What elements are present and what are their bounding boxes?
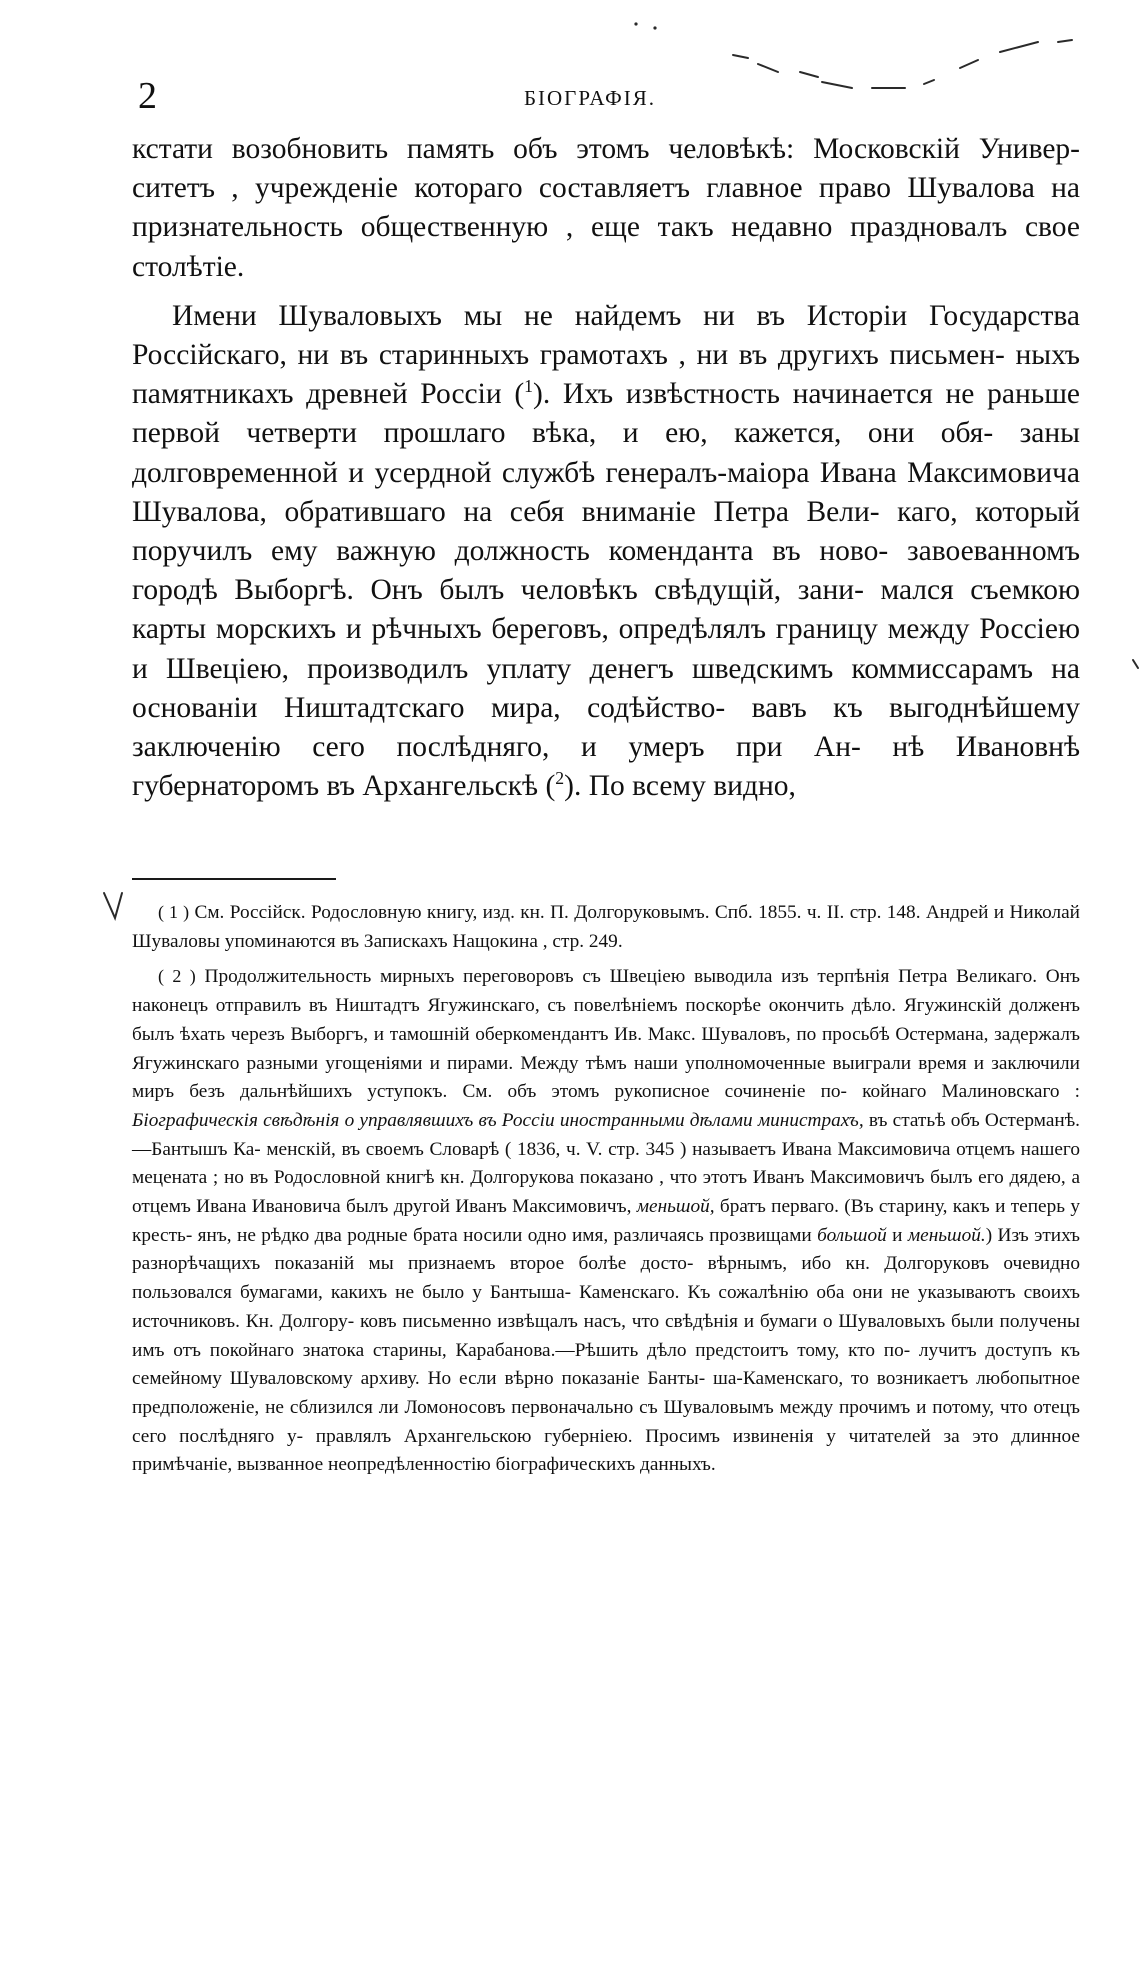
footnote [132,898,1080,956]
page-number: 2 [138,75,157,117]
footnote-text: и [892,1224,903,1246]
footnote-text: въ статьѣ объ Остерманѣ.—Бантышъ Ка- менскій, въ своемъ Словарѣ ( 1836, ч. V. стр. 345 ) называетъ Ивана Максимовича отцемъ нашего мецената ; но въ Родословной книгѣ кн. Долгорукова показано , что этотъ Иванъ Максимовичъ былъ его дядею, а отцемъ Ивана Ивановича былъ другой Иванъ Максимовичъ, [132,1109,1080,1218]
footnote-italic-word: меньшой, [636,1196,715,1218]
paragraph [132,297,1080,807]
pencil-dash-mark [822,82,852,88]
footnote-italic-title: Біографическія свѣдѣнія о управлявшихъ въ Россіи иностранными дѣлами министрахъ, [132,1109,864,1131]
pencil-dash-mark [758,64,778,72]
pencil-check-mark [104,893,122,918]
footnote-number: ( 2 ) [158,966,196,987]
pencil-dash-mark [1000,42,1038,52]
pencil-dash-mark [1133,660,1138,668]
pencil-dot-mark [634,22,637,25]
footnotes [132,898,1080,1480]
footnote-number: ( 1 ) [158,902,190,922]
pencil-dash-mark [960,60,978,68]
running-head: БІОГРАФІЯ. [523,86,657,110]
main-text [132,130,1080,806]
paragraph-text: кстати возобновить память объ этомъ человѣкѣ: Московскій Универ- ситетъ , учрежденіе котораго составляетъ главное право Шувалова на признательность общественную , еще такъ недавно праздновалъ свое столѣтіе. [132,133,1080,283]
footnote-separator [132,878,336,880]
footnote-italic-word: меньшой. [907,1224,986,1246]
footnote [132,962,1080,1480]
paragraph-text: ). Ихъ извѣстность начинается не раньше первой четверти прошлаго вѣка, и ею, кажется, они обя- заны долговременной и усердной службѣ генералъ-маіора Ивана Максимовича Шувалова, обратившаго на себя вниманіе Петра Вели- каго, который поручилъ ему важную должность коменданта въ ново- завоеванномъ городѣ Выборгѣ. Онъ былъ человѣкъ свѣдущій, зани- мался съемкою карты морскихъ и рѣчныхъ береговъ, опредѣлялъ границу между Россіею и Швеціею, производилъ уплату денегъ шведскимъ коммиссарамъ на основаніи Ништадтскаго мира, содѣйство- вавъ къ выгоднѣйшему заключенію сего послѣдняго, и умеръ при Ан- нѣ Ивановнѣ губернаторомъ въ Архангельскѣ ( [132,378,1081,803]
pencil-dash-mark [1058,40,1072,42]
paragraph [132,130,1080,287]
footnote-ref[interactable]: 1 [524,376,534,397]
footnote-ref[interactable]: 2 [555,768,565,789]
pencil-dot-mark [653,26,656,29]
pencil-dash-mark [800,72,818,77]
paragraph-text: Имени Шуваловыхъ мы не найдемъ ни въ Исторіи Государства Россійскаго, ни въ старинныхъ грамотахъ , ни въ другихъ письмен- ныхъ памятникахъ древней Россіи ( [132,299,1080,411]
paragraph-text: ). По всему видно, [564,770,796,803]
footnote-text: братъ перваго. (Въ старину, какъ и теперь у кресть- янъ, не рѣдко два родные брата носили одно имя, различаясь прозвищами [132,1196,1080,1246]
footnote-text: Продолжительность мирныхъ переговоровъ съ Швеціею выводила изъ терпѣнія Петра Великаго. Онъ наконецъ отправилъ въ Ништадтъ Ягужинскаго, съ повелѣніемъ поскорѣе окончить дѣло. Ягужинскій долженъ былъ ѣхать черезъ Выборгъ, и тамошній оберкомендантъ Ив. Макс. Шуваловъ, по просьбѣ Остермана, задержалъ Ягужинскаго разными угощеніями и пирами. Между тѣмъ наши уполномоченные выиграли время и заключили миръ безъ дальнѣйшихъ уступокъ. См. объ этомъ рукописное сочиненіе по- койнаго Малиновскаго : [132,966,1080,1103]
pencil-dash-mark [733,55,748,58]
footnote-italic-word: большой [817,1224,887,1246]
pencil-dash-mark [924,80,934,84]
footnote-text: ) Изъ этихъ разнорѣчащихъ показаній мы признаемъ второе болѣе досто- вѣрнымъ, ибо кн. Долгоруковъ очевидно пользовался бумагами, какихъ не было у Бантыша- Каменскаго. Къ сожалѣнію оба они не указываютъ своихъ источниковъ. Кн. Долгору- ковъ письменно извѣщалъ насъ, что свѣдѣнія и бумаги о Шуваловыхъ были получены имъ отъ покойнаго знатока старины, Карабанова.—Рѣшить дѣло предстоитъ тому, кто по- лучитъ доступъ къ семейному Шуваловскому архиву. Но если вѣрно показаніе Банты- ша-Каменскаго, то возникаетъ любопытное предположеніе, не сблизился ли Ломоносовъ первоначально съ Шуваловымъ между прочимъ и потому, что отецъ сего послѣдняго у- правлялъ Архангельскою губерніею. Просимъ извиненія у читателей за это длинное примѣчаніе, вызванное неопредѣленностію біографическихъ данныхъ. [132,1224,1080,1476]
footnote-text: См. Россійск. Родословную книгу, изд. кн. П. Долгоруковымъ. Спб. 1855. ч. II. стр. 148. Андрей и Николай Шуваловы упоминаются въ Запискахъ Нащокина , стр. 249. [132,902,1080,952]
